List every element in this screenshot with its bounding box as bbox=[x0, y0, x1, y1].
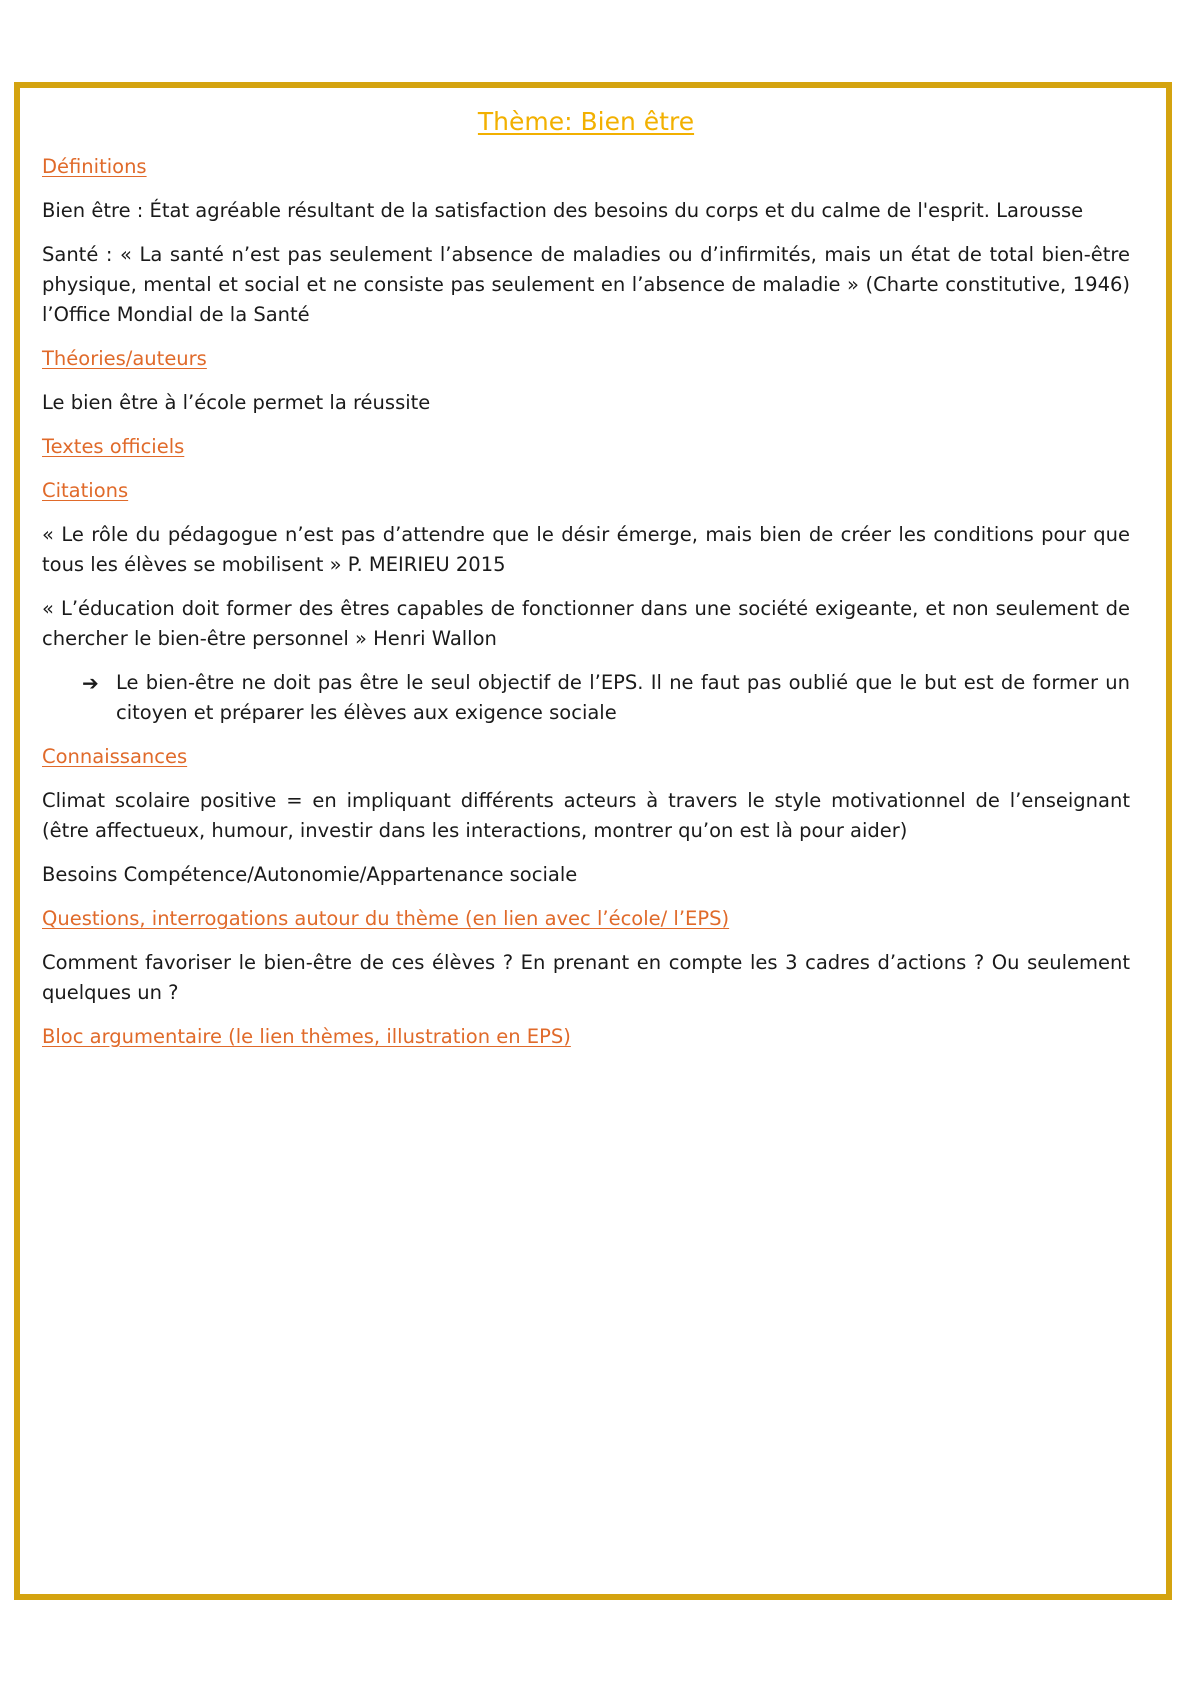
heading-questions: Questions, interrogations autour du thème (en lien avec l’école/ l’EPS) bbox=[42, 907, 730, 930]
citation-meirieu: « Le rôle du pédagogue n’est pas d’attendre que le désir émerge, mais bien de créer les conditions pour que tous les élèves se mobilisent » P. MEIRIEU 2015 bbox=[42, 523, 1130, 576]
heading-theories: Théories/auteurs bbox=[42, 347, 207, 370]
definition-sante: Santé : « La santé n’est pas seulement l’absence de maladies ou d’infirmités, mais un état de total bien-être physique, mental et social et ne consiste pas seulement en l’absence de maladie » (Charte constitutive, 1946) l’Office Mondial de la Santé bbox=[42, 243, 1130, 326]
theories-paragraph: Le bien être à l’école permet la réussite bbox=[42, 391, 431, 414]
arrow-item-text: Le bien-être ne doit pas être le seul objectif de l’EPS. Il ne faut pas oublié que le but est de former un citoyen et préparer les élèves aux exigence sociale bbox=[116, 671, 1130, 724]
heading-bloc-argumentaire: Bloc argumentaire (le lien thèmes, illustration en EPS) bbox=[42, 1025, 571, 1048]
citation-wallon: « L’éducation doit former des êtres capables de fonctionner dans une société exigeante, et non seulement de chercher le bien-être personnel » Henri Wallon bbox=[42, 597, 1130, 650]
heading-citations: Citations bbox=[42, 479, 129, 502]
heading-connaissances: Connaissances bbox=[42, 745, 188, 768]
heading-textes-officiels: Textes officiels bbox=[42, 435, 185, 458]
document-content bbox=[42, 104, 1130, 1066]
connaissances-climat: Climat scolaire positive = en impliquant différents acteurs à travers le style motivationnel de l’enseignant (être affectueux, humour, investir dans les interactions, montrer qu’on est là pour aider) bbox=[42, 789, 1130, 842]
definition-bien-etre: Bien être : État agréable résultant de la satisfaction des besoins du corps et du calme de l'esprit. Larousse bbox=[42, 199, 1084, 222]
arrow-right-icon: ➔ bbox=[82, 671, 99, 695]
heading-definitions: Définitions bbox=[42, 155, 147, 178]
page-title: Thème: Bien être bbox=[477, 107, 695, 136]
questions-paragraph: Comment favoriser le bien-être de ces élèves ? En prenant en compte les 3 cadres d’actions ? Ou seulement quelques un ? bbox=[42, 951, 1130, 1004]
connaissances-besoins: Besoins Compétence/Autonomie/Appartenance sociale bbox=[42, 863, 578, 886]
arrow-list-item bbox=[42, 668, 1130, 728]
